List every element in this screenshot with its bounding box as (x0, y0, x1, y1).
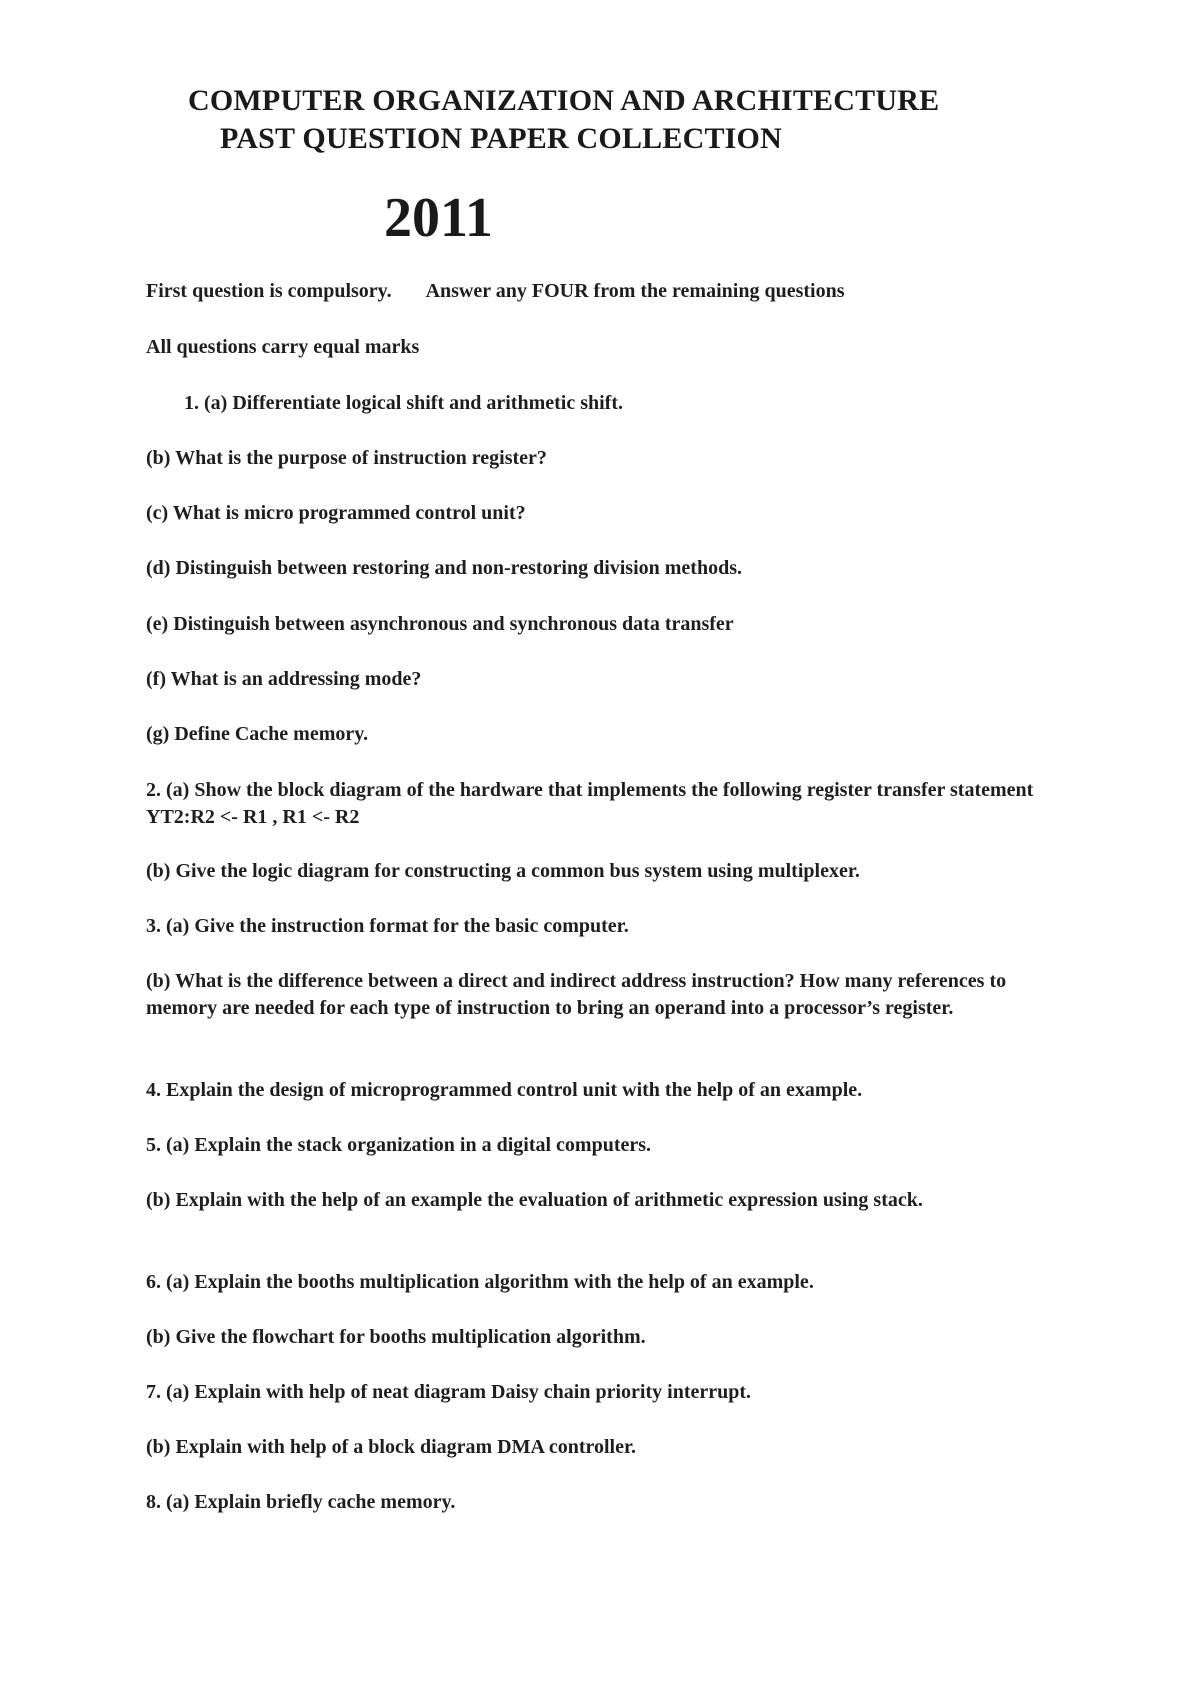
instruction-line (146, 278, 1046, 305)
document-subtitle: PAST QUESTION PAPER COLLECTION (220, 122, 782, 155)
question-1e: (e) Distinguish between asynchronous and synchronous data transfer (146, 613, 734, 635)
question-5a: 5. (a) Explain the stack organization in a digital computers. (146, 1134, 652, 1156)
question-2a: 2. (a) Show the block diagram of the hardware that implements the following register transfer statement YT2:R2 <- R1 , R1 <- R2 (146, 779, 1034, 828)
instruction-answer-any: Answer any FOUR from the remaining questions (425, 280, 845, 302)
question-6a: 6. (a) Explain the booths multiplication algorithm with the help of an example. (146, 1271, 814, 1293)
question-3b: (b) What is the difference between a direct and indirect address instruction? How many references to memory are needed for each type of instruction to bring an operand into a processor’s register. (146, 970, 1007, 1019)
question-3a: 3. (a) Give the instruction format for the basic computer. (146, 915, 629, 937)
instruction-equal-marks: All questions carry equal marks (146, 336, 420, 358)
question-2b: (b) Give the logic diagram for constructing a common bus system using multiplexer. (146, 860, 860, 882)
question-8a: 8. (a) Explain briefly cache memory. (146, 1491, 456, 1513)
question-1a: 1. (a) Differentiate logical shift and arithmetic shift. (184, 392, 623, 414)
exam-year: 2011 (384, 187, 493, 249)
question-7b: (b) Explain with help of a block diagram DMA controller. (146, 1436, 637, 1458)
question-1g: (g) Define Cache memory. (146, 723, 369, 745)
instruction-compulsory: First question is compulsory. (146, 280, 392, 302)
question-5b: (b) Explain with the help of an example the evaluation of arithmetic expression using stack. (146, 1189, 923, 1211)
question-7a: 7. (a) Explain with help of neat diagram Daisy chain priority interrupt. (146, 1381, 752, 1403)
question-1f: (f) What is an addressing mode? (146, 668, 422, 690)
question-1b: (b) What is the purpose of instruction register? (146, 447, 547, 469)
question-4: 4. Explain the design of microprogrammed control unit with the help of an example. (146, 1079, 863, 1101)
question-6b: (b) Give the flowchart for booths multiplication algorithm. (146, 1326, 646, 1348)
question-1d: (d) Distinguish between restoring and non-restoring division methods. (146, 557, 742, 579)
document-title: COMPUTER ORGANIZATION AND ARCHITECTURE (188, 84, 940, 117)
question-1c: (c) What is micro programmed control unit? (146, 502, 526, 524)
